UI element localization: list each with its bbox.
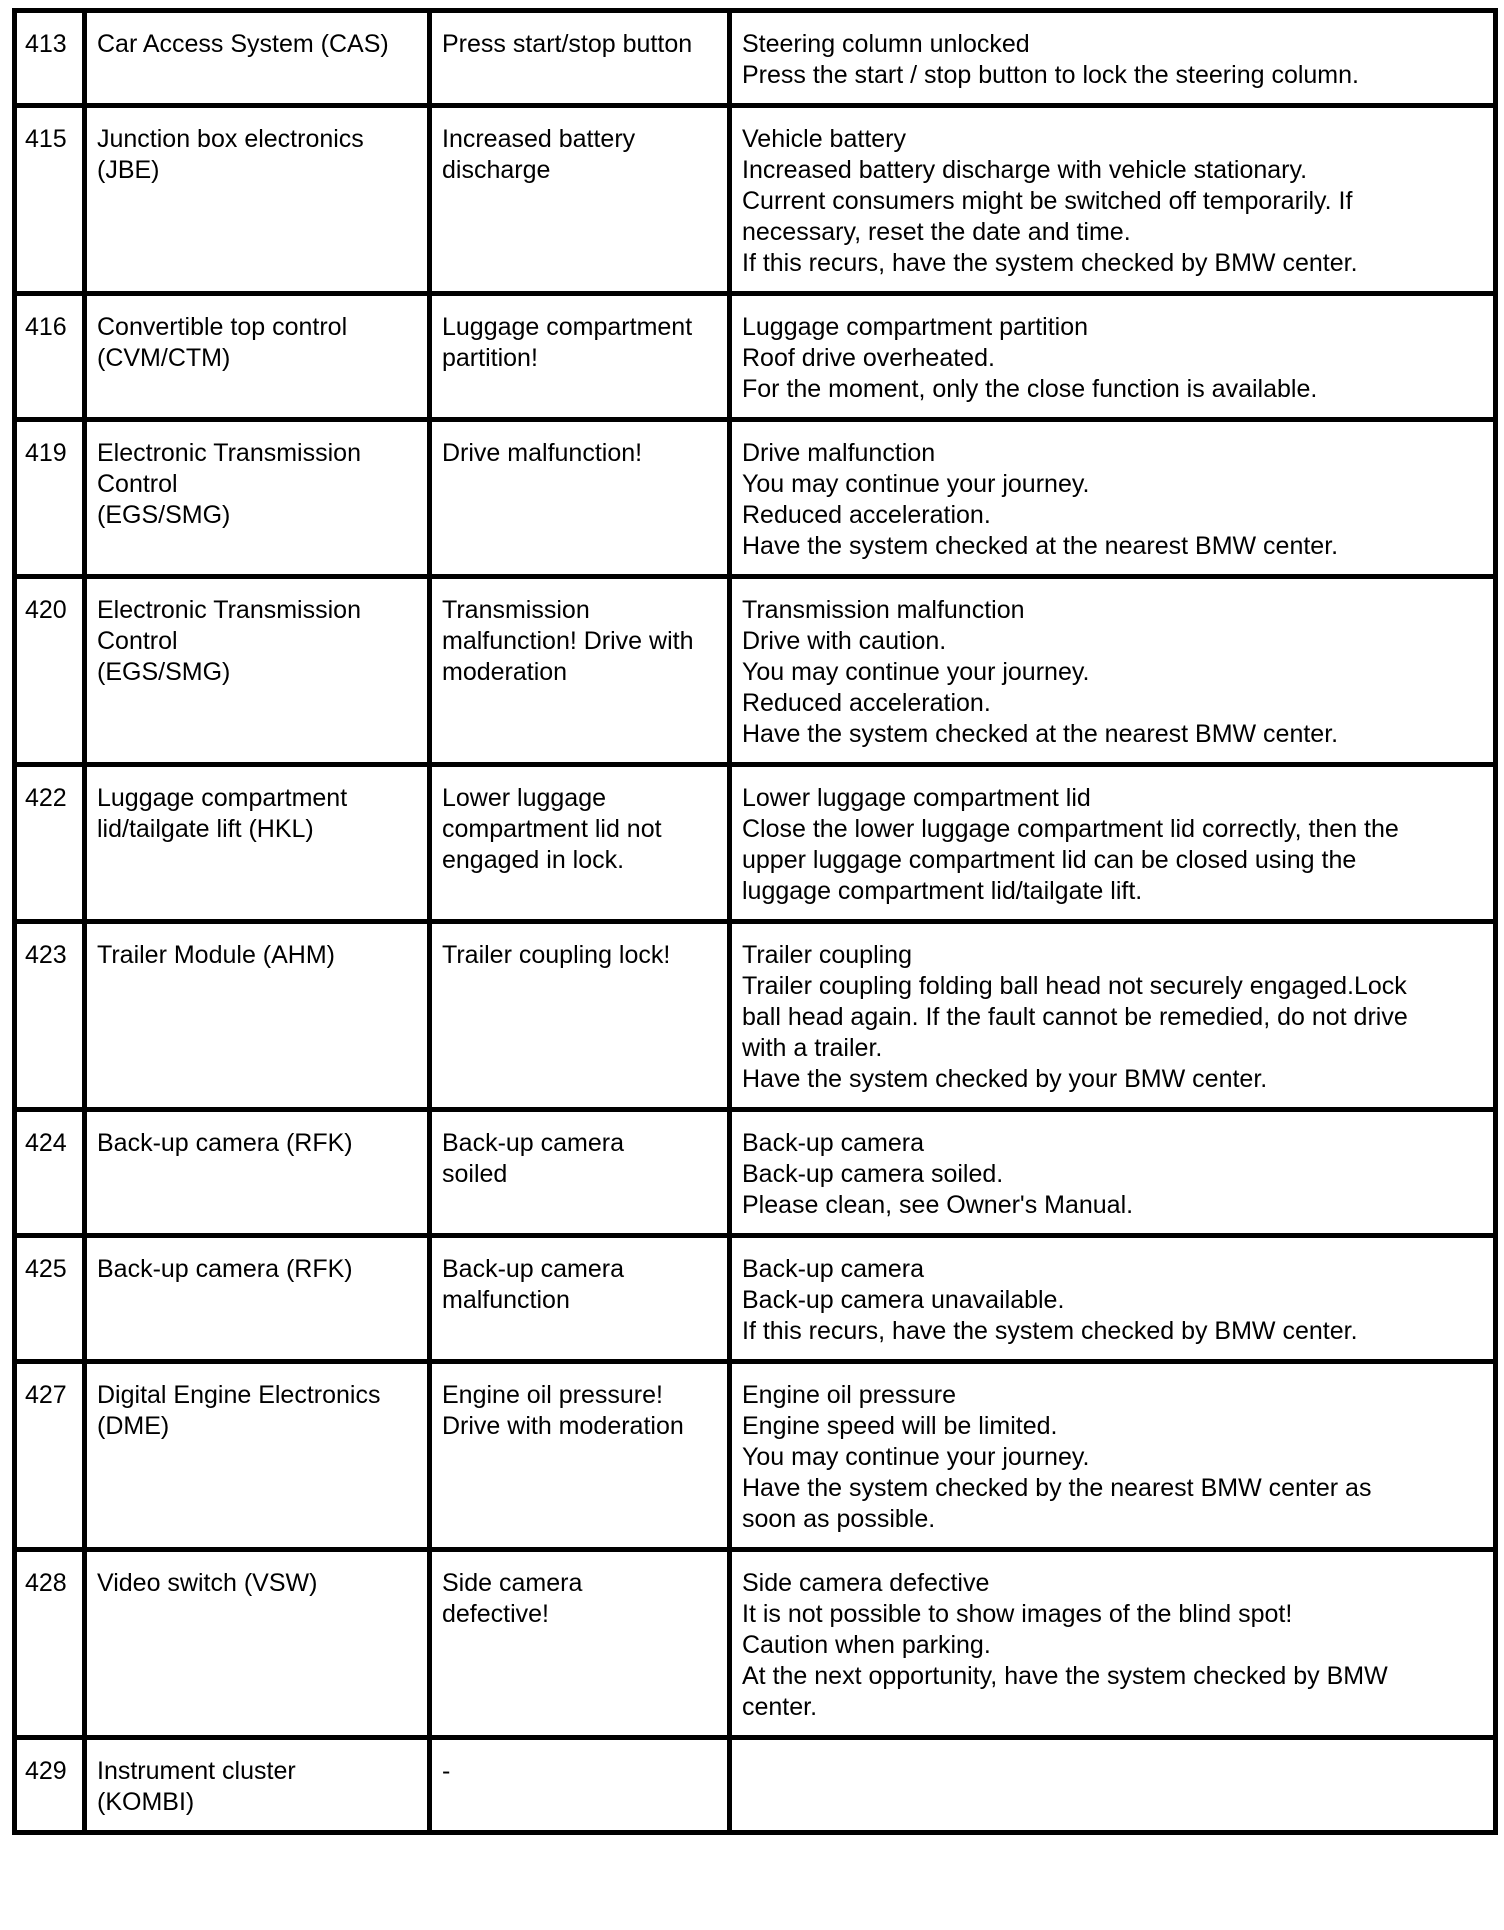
message-line: Press start/stop button [442, 30, 693, 58]
module-line: Digital Engine Electronics [97, 1381, 381, 1409]
module-line: Electronic Transmission [97, 596, 361, 624]
description-line: Back-up camera [742, 1255, 925, 1283]
description-line: Back-up camera unavailable. [742, 1286, 1065, 1314]
message-line: soiled [442, 1160, 508, 1188]
message-line: Back-up camera [442, 1129, 625, 1157]
description-line: If this recurs, have the system checked by BMW center. [742, 249, 1358, 277]
message-line: Lower luggage [442, 784, 607, 812]
module-cell [85, 922, 430, 1110]
table-row [15, 11, 1496, 106]
message-cell [430, 1550, 730, 1738]
module-line: (JBE) [97, 156, 160, 184]
table-body [15, 11, 1496, 1833]
message-cell [430, 765, 730, 922]
description-cell [730, 577, 1496, 765]
module-line: lid/tailgate lift (HKL) [97, 815, 314, 843]
description-line: Have the system checked at the nearest BMW center. [742, 532, 1339, 560]
message-line: Trailer coupling lock! [442, 941, 671, 969]
table-row [15, 1738, 1496, 1833]
message-cell [430, 1110, 730, 1236]
module-line: Instrument cluster [97, 1757, 296, 1785]
module-cell [85, 765, 430, 922]
module-cell [85, 1110, 430, 1236]
description-line: Engine speed will be limited. [742, 1412, 1058, 1440]
module-line: Trailer Module (AHM) [97, 941, 336, 969]
module-cell [85, 420, 430, 577]
code-cell: 416 [15, 294, 85, 420]
message-line: defective! [442, 1600, 550, 1628]
table-row [15, 1236, 1496, 1362]
description-cell [730, 922, 1496, 1110]
message-line: moderation [442, 658, 568, 686]
code-cell: 424 [15, 1110, 85, 1236]
description-line: If this recurs, have the system checked by BMW center. [742, 1317, 1358, 1345]
table-row [15, 294, 1496, 420]
description-line: Lower luggage compartment lid [742, 784, 1091, 812]
description-line: Have the system checked by your BMW center. [742, 1065, 1268, 1093]
code-cell: 425 [15, 1236, 85, 1362]
message-cell [430, 420, 730, 577]
message-line: Back-up camera [442, 1255, 625, 1283]
module-cell [85, 577, 430, 765]
description-line: Caution when parking. [742, 1631, 991, 1659]
message-line: Transmission [442, 596, 590, 624]
description-cell [730, 294, 1496, 420]
description-line: Trailer coupling folding ball head not securely engaged.Lock [742, 972, 1407, 1000]
code-cell: 427 [15, 1362, 85, 1550]
description-line: Drive with caution. [742, 627, 947, 655]
message-line: engaged in lock. [442, 846, 625, 874]
table-row [15, 1550, 1496, 1738]
module-cell [85, 1550, 430, 1738]
module-line: Back-up camera (RFK) [97, 1129, 353, 1157]
table-row [15, 420, 1496, 577]
message-line: Side camera [442, 1569, 583, 1597]
table-row [15, 577, 1496, 765]
table-row [15, 765, 1496, 922]
message-cell [430, 1236, 730, 1362]
code-cell: 420 [15, 577, 85, 765]
code-cell: 423 [15, 922, 85, 1110]
description-line: Press the start / stop button to lock the steering column. [742, 61, 1359, 89]
message-line: Drive with moderation [442, 1412, 684, 1440]
message-cell [430, 11, 730, 106]
description-line: For the moment, only the close function is available. [742, 375, 1318, 403]
description-line: You may continue your journey. [742, 470, 1090, 498]
module-cell [85, 1738, 430, 1833]
description-line: Increased battery discharge with vehicle stationary. [742, 156, 1308, 184]
message-line: Engine oil pressure! [442, 1381, 663, 1409]
module-line: Car Access System (CAS) [97, 30, 389, 58]
description-line: Back-up camera soiled. [742, 1160, 1004, 1188]
description-line: Vehicle battery [742, 125, 906, 153]
module-line: Electronic Transmission [97, 439, 361, 467]
description-line: Engine oil pressure [742, 1381, 957, 1409]
description-line: Side camera defective [742, 1569, 990, 1597]
description-line: Please clean, see Owner's Manual. [742, 1191, 1134, 1219]
description-line: soon as possible. [742, 1505, 936, 1533]
module-cell [85, 1236, 430, 1362]
message-line: discharge [442, 156, 551, 184]
message-line: Drive malfunction! [442, 439, 643, 467]
description-line: Luggage compartment partition [742, 313, 1089, 341]
description-line: Steering column unlocked [742, 30, 1030, 58]
description-line: Trailer coupling [742, 941, 912, 969]
description-cell [730, 1110, 1496, 1236]
module-cell [85, 106, 430, 294]
module-line: Luggage compartment [97, 784, 348, 812]
message-line: - [442, 1757, 451, 1785]
description-line: ball head again. If the fault cannot be remedied, do not drive [742, 1003, 1408, 1031]
description-line: At the next opportunity, have the system checked by BMW [742, 1662, 1388, 1690]
module-line: Video switch (VSW) [97, 1569, 318, 1597]
module-line: Convertible top control [97, 313, 348, 341]
code-cell: 422 [15, 765, 85, 922]
description-line: Roof drive overheated. [742, 344, 995, 372]
description-line: luggage compartment lid/tailgate lift. [742, 877, 1143, 905]
table-row [15, 922, 1496, 1110]
message-line: malfunction! Drive with [442, 627, 694, 655]
code-cell: 415 [15, 106, 85, 294]
module-line: (EGS/SMG) [97, 501, 231, 529]
code-cell: 428 [15, 1550, 85, 1738]
description-line: Have the system checked at the nearest BMW center. [742, 720, 1339, 748]
description-line: Back-up camera [742, 1129, 925, 1157]
module-line: (KOMBI) [97, 1788, 195, 1816]
message-cell [430, 577, 730, 765]
message-line: Luggage compartment [442, 313, 693, 341]
description-line: Have the system checked by the nearest BMW center as [742, 1474, 1372, 1502]
description-cell [730, 420, 1496, 577]
description-line: Transmission malfunction [742, 596, 1025, 624]
module-cell [85, 1362, 430, 1550]
module-line: (CVM/CTM) [97, 344, 231, 372]
description-line: It is not possible to show images of the blind spot! [742, 1600, 1293, 1628]
description-line: Reduced acceleration. [742, 501, 991, 529]
message-line: partition! [442, 344, 538, 372]
description-line: Drive malfunction [742, 439, 936, 467]
module-line: Back-up camera (RFK) [97, 1255, 353, 1283]
check-control-table [12, 8, 1498, 1835]
description-line: center. [742, 1693, 818, 1721]
description-line: upper luggage compartment lid can be closed using the [742, 846, 1357, 874]
description-line: Reduced acceleration. [742, 689, 991, 717]
table-row [15, 106, 1496, 294]
description-cell [730, 1550, 1496, 1738]
description-line: Current consumers might be switched off temporarily. If [742, 187, 1353, 215]
description-cell [730, 1362, 1496, 1550]
message-cell [430, 1738, 730, 1833]
table-row [15, 1362, 1496, 1550]
description-cell [730, 11, 1496, 106]
module-line: (EGS/SMG) [97, 658, 231, 686]
description-line: with a trailer. [742, 1034, 883, 1062]
description-line: You may continue your journey. [742, 1443, 1090, 1471]
module-line: Control [97, 627, 178, 655]
description-line: Close the lower luggage compartment lid correctly, then the [742, 815, 1399, 843]
message-cell [430, 1362, 730, 1550]
code-cell: 413 [15, 11, 85, 106]
description-cell [730, 106, 1496, 294]
message-cell [430, 294, 730, 420]
code-cell: 419 [15, 420, 85, 577]
module-cell [85, 11, 430, 106]
module-cell [85, 294, 430, 420]
message-line: compartment lid not [442, 815, 662, 843]
message-cell [430, 106, 730, 294]
description-line: You may continue your journey. [742, 658, 1090, 686]
description-cell [730, 1236, 1496, 1362]
message-line: malfunction [442, 1286, 570, 1314]
description-line: necessary, reset the date and time. [742, 218, 1131, 246]
module-line: (DME) [97, 1412, 170, 1440]
description-cell [730, 1738, 1496, 1833]
module-line: Control [97, 470, 178, 498]
message-cell [430, 922, 730, 1110]
message-line: Increased battery [442, 125, 636, 153]
code-cell: 429 [15, 1738, 85, 1833]
table-row [15, 1110, 1496, 1236]
module-line: Junction box electronics [97, 125, 364, 153]
description-cell [730, 765, 1496, 922]
